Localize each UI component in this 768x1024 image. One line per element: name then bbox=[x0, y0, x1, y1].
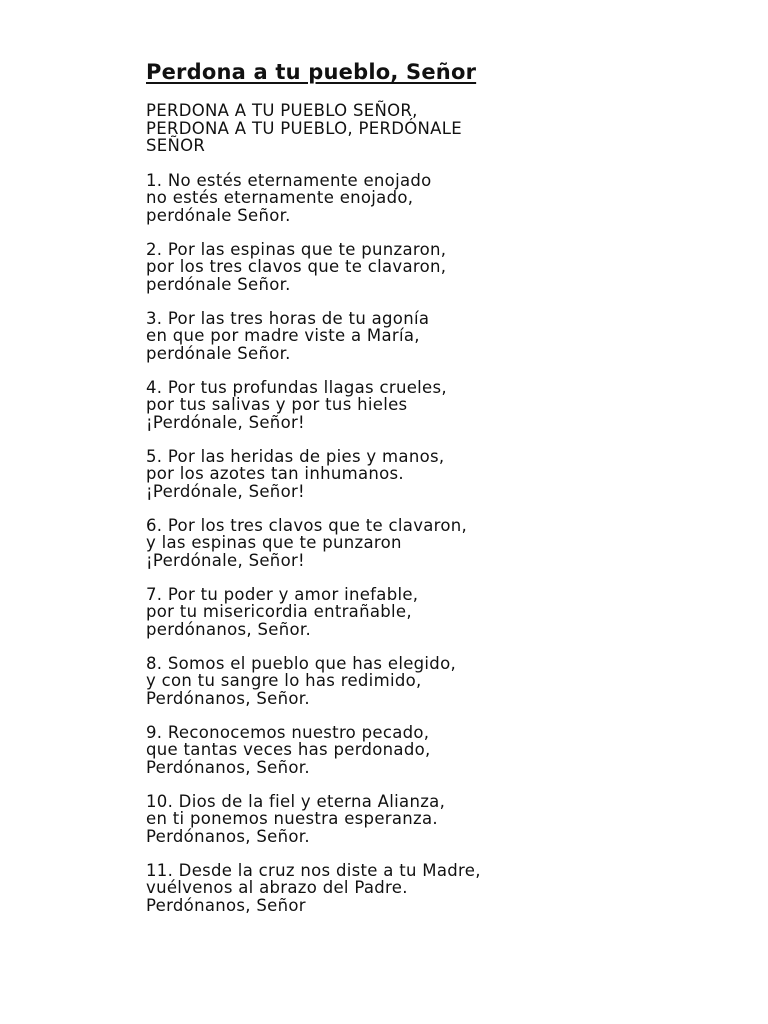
stanza-line: Perdónanos, Señor bbox=[146, 895, 306, 915]
refrain-line: PERDONA A TU PUEBLO SEÑOR, bbox=[146, 101, 418, 120]
refrain bbox=[146, 102, 746, 155]
stanza-line: en ti ponemos nuestra esperanza. bbox=[146, 809, 438, 828]
stanza-5 bbox=[146, 448, 746, 501]
stanza-line: 11. Desde la cruz nos diste a tu Madre, bbox=[146, 860, 481, 880]
stanza-line: por los azotes tan inhumanos. bbox=[146, 464, 404, 483]
page-title: Perdona a tu pueblo, Señor bbox=[146, 60, 477, 84]
stanza-line: 2. Por las espinas que te punzaron, bbox=[146, 239, 447, 259]
stanza-line: perdónale Señor. bbox=[146, 205, 291, 225]
refrain-line: SEÑOR bbox=[146, 136, 206, 155]
stanza-line: perdónale Señor. bbox=[146, 274, 291, 294]
stanza-line: en que por madre viste a María, bbox=[146, 326, 420, 345]
stanza-11 bbox=[146, 862, 746, 915]
stanza-line: 8. Somos el pueblo que has elegido, bbox=[146, 653, 457, 673]
stanza-line: Perdónanos, Señor. bbox=[146, 826, 310, 846]
stanza-7 bbox=[146, 586, 746, 639]
stanza-line: 9. Reconocemos nuestro pecado, bbox=[146, 722, 430, 742]
stanza-10 bbox=[146, 793, 746, 846]
stanza-line: Perdónanos, Señor. bbox=[146, 757, 310, 777]
stanza-line: no estés eternamente enojado, bbox=[146, 188, 414, 207]
stanza-2 bbox=[146, 241, 746, 294]
stanza-line: Perdónanos, Señor. bbox=[146, 688, 310, 708]
stanza-line: 6. Por los tres clavos que te clavaron, bbox=[146, 515, 468, 535]
stanza-line: y con tu sangre lo has redimido, bbox=[146, 671, 422, 690]
stanza-line: por tu misericordia entrañable, bbox=[146, 602, 412, 621]
stanza-line: ¡Perdónale, Señor! bbox=[146, 481, 305, 501]
stanza-6 bbox=[146, 517, 746, 570]
stanza-line: perdónale Señor. bbox=[146, 343, 291, 363]
refrain-line: PERDONA A TU PUEBLO, PERDÓNALE bbox=[146, 118, 462, 138]
stanza-line: y las espinas que te punzaron bbox=[146, 533, 402, 552]
stanza-1 bbox=[146, 172, 746, 225]
stanza-8 bbox=[146, 655, 746, 708]
stanza-line: que tantas veces has perdonado, bbox=[146, 740, 431, 759]
stanza-line: 4. Por tus profundas llagas crueles, bbox=[146, 377, 447, 397]
stanza-line: por tus salivas y por tus hieles bbox=[146, 395, 408, 414]
stanza-line: 7. Por tu poder y amor inefable, bbox=[146, 584, 419, 604]
stanza-line: perdónanos, Señor. bbox=[146, 619, 311, 639]
stanza-3 bbox=[146, 310, 746, 363]
stanza-line: ¡Perdónale, Señor! bbox=[146, 550, 305, 570]
document-page bbox=[146, 58, 746, 931]
stanza-4 bbox=[146, 379, 746, 432]
stanza-9 bbox=[146, 724, 746, 777]
stanza-line: 1. No estés eternamente enojado bbox=[146, 170, 432, 190]
stanza-line: ¡Perdónale, Señor! bbox=[146, 412, 305, 432]
stanza-line: 5. Por las heridas de pies y manos, bbox=[146, 446, 445, 466]
stanza-line: 10. Dios de la fiel y eterna Alianza, bbox=[146, 791, 446, 811]
stanza-line: 3. Por las tres horas de tu agonía bbox=[146, 308, 430, 328]
stanza-line: por los tres clavos que te clavaron, bbox=[146, 257, 447, 276]
stanza-line: vuélvenos al abrazo del Padre. bbox=[146, 878, 408, 897]
